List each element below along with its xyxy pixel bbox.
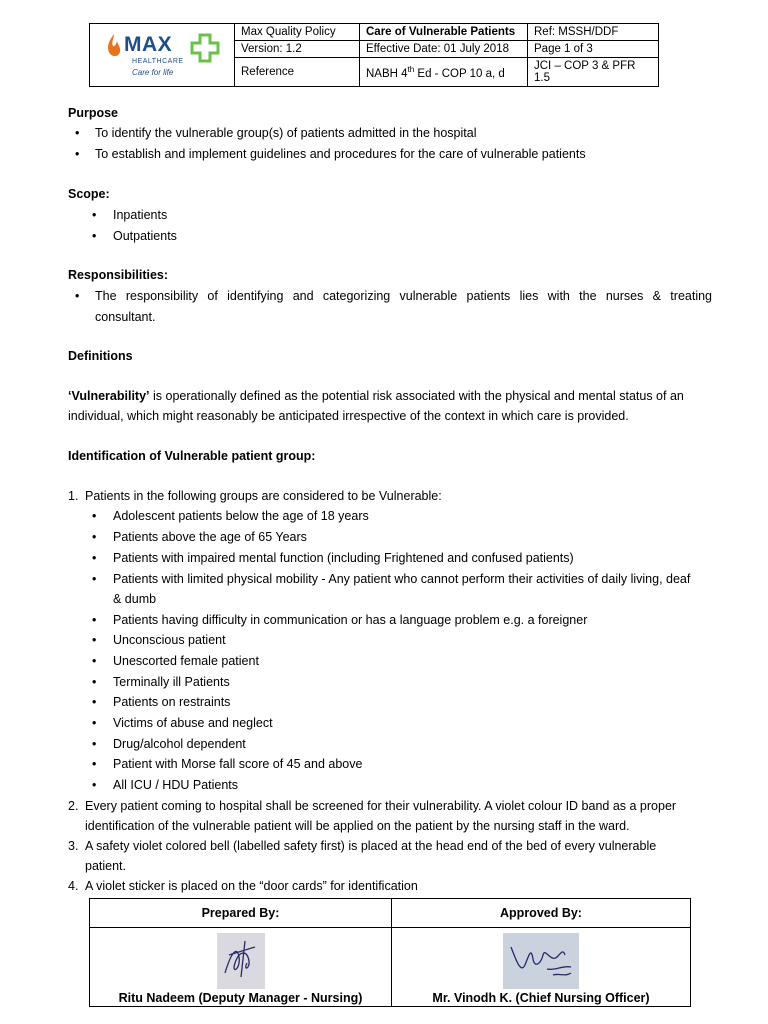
bullet: • [92, 551, 97, 565]
purpose-item: To establish and implement guidelines and procedures for the care of vulnerable patients [95, 147, 586, 161]
bullet: • [92, 633, 97, 647]
group-item: Terminally ill Patients [113, 675, 230, 689]
bullet: • [92, 509, 97, 523]
definitions-heading: Definitions [68, 349, 133, 363]
identification-heading: Identification of Vulnerable patient group: [68, 449, 316, 463]
group-item-continued: & dumb [113, 592, 157, 606]
logo-cell [90, 24, 235, 87]
page-number: Page 1 of 3 [528, 41, 659, 58]
definition-line: ‘Vulnerability’ is operationally defined as the potential risk associated with the physical and mental status of an [68, 389, 684, 403]
definition-line: individual, which might reasonably be anticipated irrespective of the context in which care is provided. [68, 409, 629, 423]
list-number: 4. [68, 879, 79, 893]
group-item: Adolescent patients below the age of 18 years [113, 509, 369, 523]
purpose-heading: Purpose [68, 106, 119, 120]
approved-by-cell [392, 928, 691, 1007]
group-item: All ICU / HDU Patients [113, 778, 239, 792]
prepared-by-cell [90, 928, 392, 1007]
bullet: • [92, 654, 97, 668]
prepared-by-name: Ritu Nadeem (Deputy Manager - Nursing) [118, 991, 363, 1005]
policy-title: Care of Vulnerable Patients [360, 24, 528, 41]
effective-date: Effective Date: 01 July 2018 [360, 41, 528, 58]
scope-item: Inpatients [113, 208, 168, 222]
scope-heading: Scope: [68, 187, 110, 201]
list-item: A safety violet colored bell (labelled safety first) is placed at the head end of the bed of every vulnerable [85, 839, 657, 853]
definition-term: ‘Vulnerability’ [68, 389, 150, 403]
bullet: • [92, 716, 97, 730]
flame-icon [106, 33, 122, 59]
policy-version: Version: 1.2 [235, 41, 360, 58]
bullet: • [92, 530, 97, 544]
bullet: • [92, 613, 97, 627]
approved-by-name: Mr. Vinodh K. (Chief Nursing Officer) [432, 991, 650, 1005]
purpose-item: To identify the vulnerable group(s) of patients admitted in the hospital [95, 126, 477, 140]
policy-type: Max Quality Policy [235, 24, 360, 41]
bullet: • [92, 208, 97, 222]
prepared-signature [217, 933, 265, 989]
reference-label: Reference [235, 58, 360, 87]
list-item: Every patient coming to hospital shall be screened for their vulnerability. A violet colour ID band as a proper [85, 799, 677, 813]
group-item: Drug/alcohol dependent [113, 737, 246, 751]
group-item: Patients having difficulty in communication or has a language problem e.g. a foreigner [113, 613, 588, 627]
policy-ref: Ref: MSSH/DDF [528, 24, 659, 41]
group-item: Patients with impaired mental function (including Frightened and confused patients) [113, 551, 574, 565]
bullet: • [75, 147, 80, 161]
list-number: 3. [68, 839, 79, 853]
jci-reference: JCI – COP 3 & PFR 1.5 [528, 58, 659, 87]
approved-signature [503, 933, 579, 989]
list-item: A violet sticker is placed on the “door cards” for identification [85, 879, 418, 893]
bullet: • [92, 572, 97, 586]
group-item: Patient with Morse fall score of 45 and above [113, 757, 363, 771]
max-healthcare-logo [96, 27, 228, 83]
list-number: 2. [68, 799, 79, 813]
plus-cross-icon [190, 33, 220, 63]
responsibilities-heading: Responsibilities: [68, 268, 169, 282]
list-item: Patients in the following groups are considered to be Vulnerable: [85, 489, 442, 503]
logo-subtitle: HEALTHCARE [132, 58, 184, 65]
group-item: Unconscious patient [113, 633, 226, 647]
nabh-reference: NABH 4th Ed - COP 10 a, d [360, 58, 528, 87]
prepared-by-label: Prepared By: [90, 899, 392, 928]
responsibility-line: The responsibility of identifying and categorizing vulnerable patients lies with the nurses & treating [95, 289, 712, 303]
logo-tagline: Care for life [132, 68, 174, 77]
group-item: Unescorted female patient [113, 654, 259, 668]
list-item-continued: patient. [85, 859, 127, 873]
bullet: • [92, 675, 97, 689]
bullet: • [92, 695, 97, 709]
header-table [89, 23, 659, 87]
bullet: • [75, 289, 80, 303]
list-item-continued: identification of the vulnerable patient will be applied on the patient by the nursing staff in the ward. [85, 819, 630, 833]
group-item: Patients with limited physical mobility - Any patient who cannot perform their activities of daily living, deaf [113, 572, 691, 586]
list-number: 1. [68, 489, 79, 503]
bullet: • [92, 778, 97, 792]
bullet: • [92, 737, 97, 751]
signoff-table [89, 898, 691, 1007]
responsibility-line: consultant. [95, 310, 156, 324]
approved-by-label: Approved By: [392, 899, 691, 928]
scope-item: Outpatients [113, 229, 177, 243]
group-item: Patients above the age of 65 Years [113, 530, 307, 544]
bullet: • [75, 126, 80, 140]
group-item: Patients on restraints [113, 695, 231, 709]
group-item: Victims of abuse and neglect [113, 716, 273, 730]
logo-brand: MAX [124, 33, 173, 56]
bullet: • [92, 757, 97, 771]
bullet: • [92, 229, 97, 243]
